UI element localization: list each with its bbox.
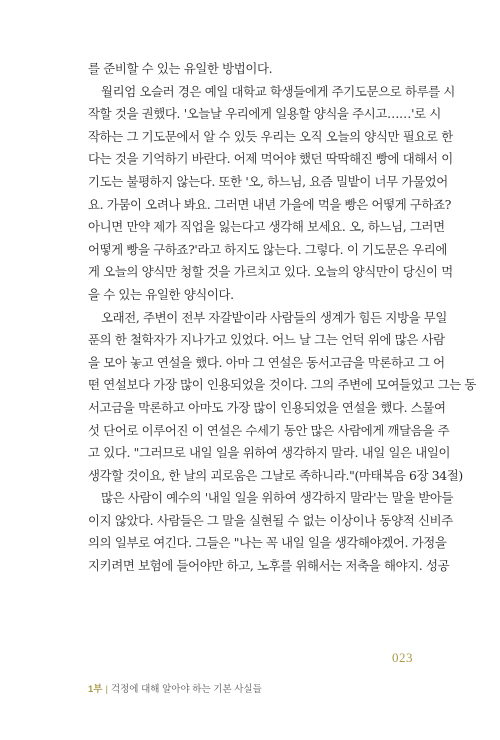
text-line: 게 오늘의 양식만 청할 것을 가르치고 있다. 오늘의 양식만이 당신이 먹 xyxy=(88,264,453,280)
text-line: 지키려면 보험에 들어야만 하고, 노후를 위해서는 저축을 해야지. 성공 xyxy=(88,558,450,574)
running-footer xyxy=(88,681,262,695)
text-line: 작하는 그 기도문에서 알 수 있듯 우리는 오직 오늘의 양식만 필요로 한 xyxy=(88,128,453,144)
footer-chapter-title: 걱정에 대해 알아야 하는 기본 사실들 xyxy=(110,684,262,695)
text-line: 를 준비할 수 있는 유일한 방법이다. xyxy=(88,61,273,76)
text-line: 작할 것을 권했다. '오늘날 우리에게 일용할 양식을 주시고……'로 시 xyxy=(88,106,441,122)
text-line: 이지 않았다. 사람들은 그 말을 실현될 수 없는 이상이나 동양적 신비주 xyxy=(88,512,453,528)
text-line: 월리엄 오슬러 경은 예일 대학교 학생들에게 주기도문으로 하루를 시 xyxy=(101,83,456,99)
text-line: 생각할 것이요, 한 날의 괴로움은 그날로 족하니라."(마태복음 6장 34절) xyxy=(88,467,463,483)
text-line: 다는 것을 기억하기 바란다. 어제 먹어야 했던 딱딱해진 빵에 대해서 이 xyxy=(88,151,453,167)
text-line: 서고금을 막론하고 아마도 가장 많이 인용되었을 연설을 했다. 스물여 xyxy=(88,399,446,415)
body-text xyxy=(88,58,477,578)
text-line: 아니면 만약 제가 직업을 잃는다고 생각해 보세요. 오, 하느님, 그러면 xyxy=(88,219,445,235)
text-line: 을 모아 놓고 연설을 했다. 아마 그 연설은 동서고금을 막론하고 그 어 xyxy=(88,354,445,370)
footer-part-label: 1부 xyxy=(88,684,103,695)
text-line: 을 수 있는 유일한 양식이다. xyxy=(88,286,234,302)
page-number: 023 xyxy=(392,650,413,665)
text-line: 기도는 불평하지 않는다. 또한 '오, 하느님, 요즘 밀밭이 너무 가물었어 xyxy=(88,173,448,189)
text-line: 많은 사람이 예수의 '내일 일을 위하여 생각하지 말라'는 말을 받아들 xyxy=(101,490,454,506)
text-line: 어떻게 빵을 구하죠?'라고 하지도 않는다. 그렇다. 이 기도문은 우리에 xyxy=(88,241,447,257)
text-line: 고 있다. "그러므로 내일 일을 위하여 생각하지 말라. 내일 일은 내일이 xyxy=(88,445,451,461)
text-line: 의의 일부로 여긴다. 그들은 "나는 꼭 내일 일을 생각해야겠어. 가정을 xyxy=(88,535,447,551)
text-line: 푼의 한 철학자가 지나가고 있었다. 어느 날 그는 언덕 위에 많은 사람 xyxy=(88,332,445,348)
text-line: 요. 가뭄이 오려나 봐요. 그러면 내년 가을에 먹을 빵은 어떻게 구하죠? xyxy=(88,196,452,212)
text-line: 떤 연설보다 가장 많이 인용되었을 것이다. 그의 주변에 모여들었고 그는 동 xyxy=(88,377,477,393)
text-line: 오래전, 주변이 전부 자갈밭이라 사람들의 생계가 힘든 지방을 무일 xyxy=(101,309,448,325)
footer-separator: | xyxy=(105,684,108,695)
text-line: 섯 단어로 이루어진 이 연설은 수세기 동안 많은 사람에게 깨달음을 주 xyxy=(88,422,450,438)
